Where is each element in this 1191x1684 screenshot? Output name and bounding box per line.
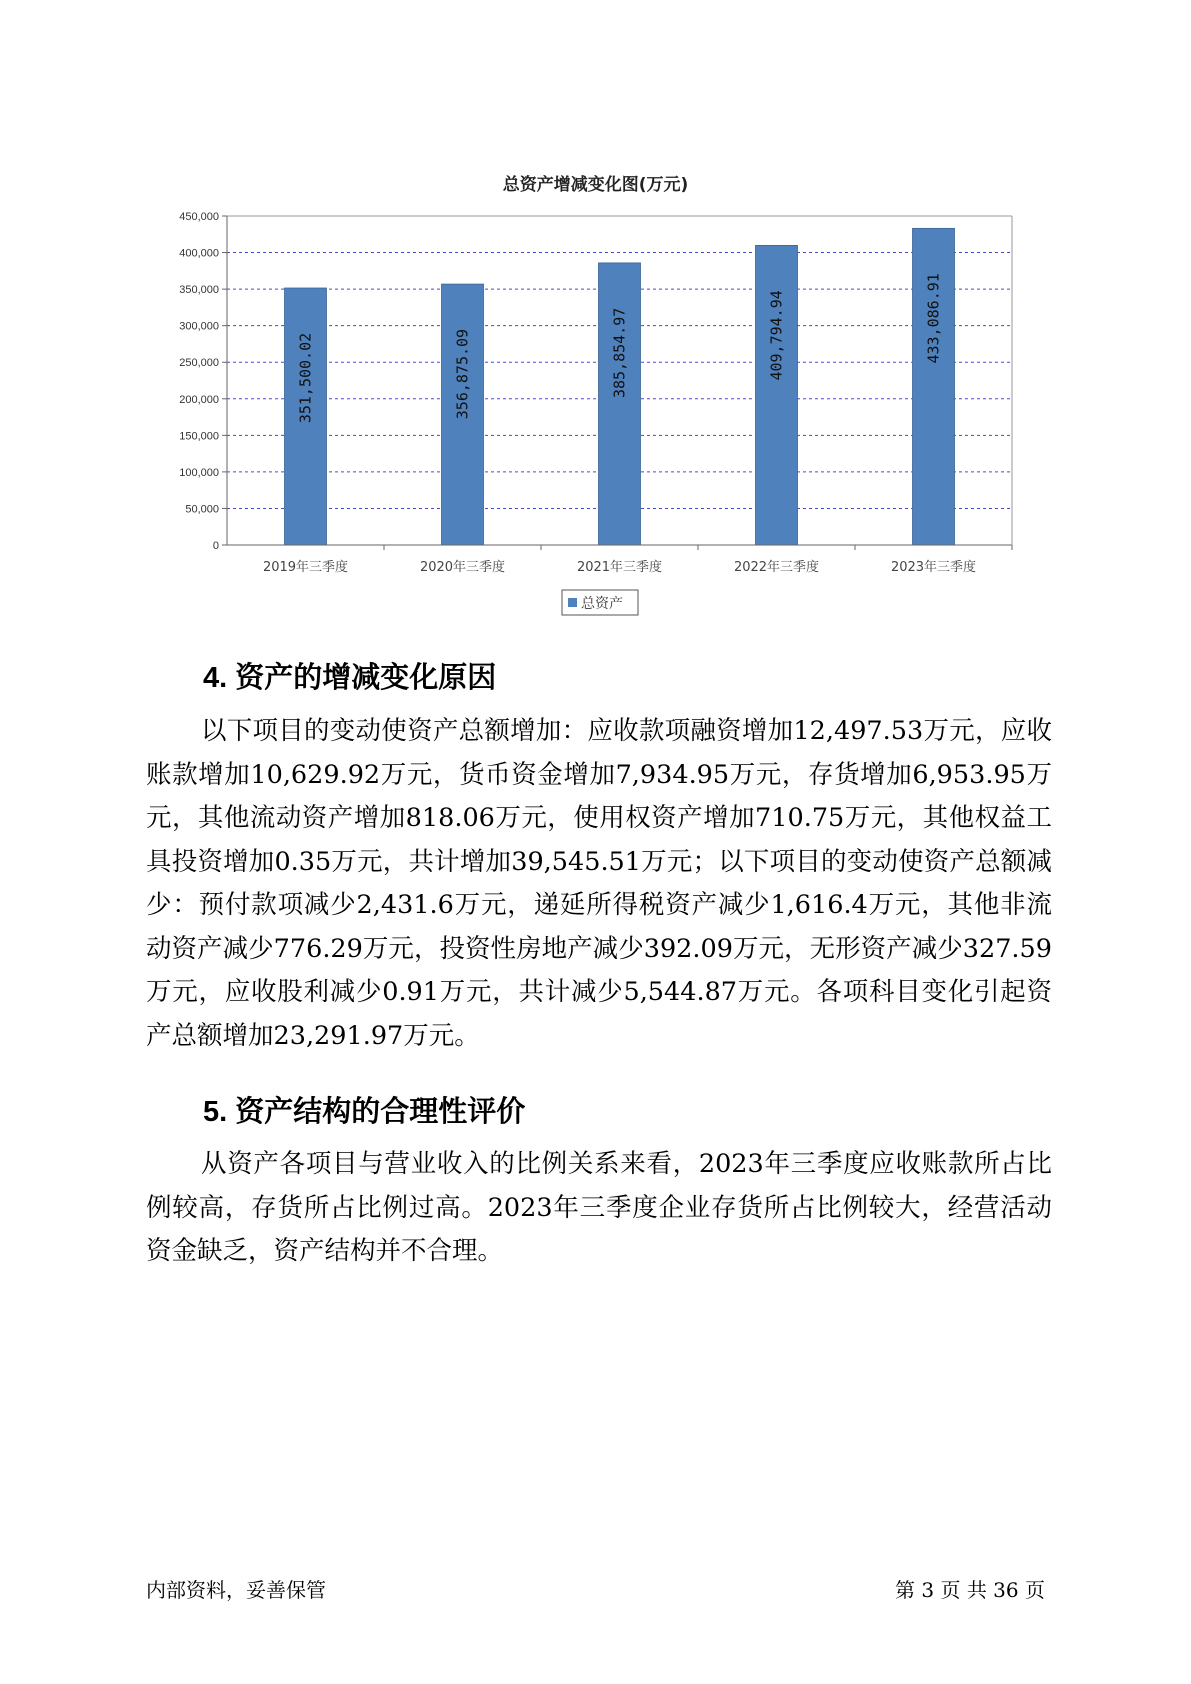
y-tick-label: 450,000 xyxy=(179,211,219,223)
x-tick-label: 2022年三季度 xyxy=(733,560,820,575)
legend-swatch xyxy=(568,598,577,607)
chart-title: 总资产增减变化图(万元) xyxy=(502,175,689,195)
x-tick-label: 2019年三季度 xyxy=(262,560,349,575)
section-5-heading: 5. 资产结构的合理性评价 xyxy=(203,1096,526,1128)
y-tick-label: 300,000 xyxy=(179,320,219,333)
y-tick-label: 350,000 xyxy=(179,284,219,297)
section-4-heading: 4. 资产的增减变化原因 xyxy=(203,662,497,694)
bar-data-label: 351,500.02 xyxy=(296,332,315,424)
y-tick-label: 200,000 xyxy=(179,393,219,406)
bar xyxy=(599,263,641,545)
total-assets-bar-chart xyxy=(0,190,1191,620)
footer-confidential: 内部资料，妥善保管 xyxy=(146,1578,326,1602)
x-tick-label: 2020年三季度 xyxy=(419,560,506,575)
section-4-paragraph: 以下项目的变动使资产总额增加：应收款项融资增加12,497.53万元，应收账款增加10,629.92万元，货币资金增加7,934.95万元，存货增加6,953.95万元，其他流动资产增加818.06万元，使用权资产增加710.75万元，其他权益工具投资增加0.35万元，共计增加39,545.51万元；以下项目的变动使资产总额减少：预付款项减少2,431.6万元，递延所得税资产减少1,616.4万元，其他非流动资产减少776.29万元，投资性房地产减少392.09万元，无形资产减少327.59万元，应收股利减少0.91万元，共计减少5,544.87万元。各项科目变化引起资产总额增加23,291.97万元。 xyxy=(146,716,1052,1051)
x-tick-label: 2021年三季度 xyxy=(576,560,663,575)
legend-label: 总资产 xyxy=(581,596,623,612)
bar-data-label: 409,794.94 xyxy=(767,290,786,381)
footer-page-number: 第 3 页 共 36 页 xyxy=(895,1578,1045,1602)
bar-data-label: 433,086.91 xyxy=(924,273,943,364)
y-tick-label: 0 xyxy=(212,540,219,552)
y-tick-label: 400,000 xyxy=(179,247,219,260)
y-tick-label: 50,000 xyxy=(185,503,219,516)
y-tick-label: 150,000 xyxy=(179,430,219,443)
bar-data-label: 385,854.97 xyxy=(610,307,629,399)
bar-data-label: 356,875.09 xyxy=(453,328,472,420)
y-tick-label: 250,000 xyxy=(179,357,219,370)
section-5-paragraph: 从资产各项目与营业收入的比例关系来看，2023年三季度应收账款所占比例较高，存货所占比例过高。2023年三季度企业存货所占比例较大，经营活动资金缺乏，资产结构并不合理。 xyxy=(146,1149,1052,1266)
x-tick-label: 2023年三季度 xyxy=(890,560,977,575)
y-tick-label: 100,000 xyxy=(179,466,219,479)
